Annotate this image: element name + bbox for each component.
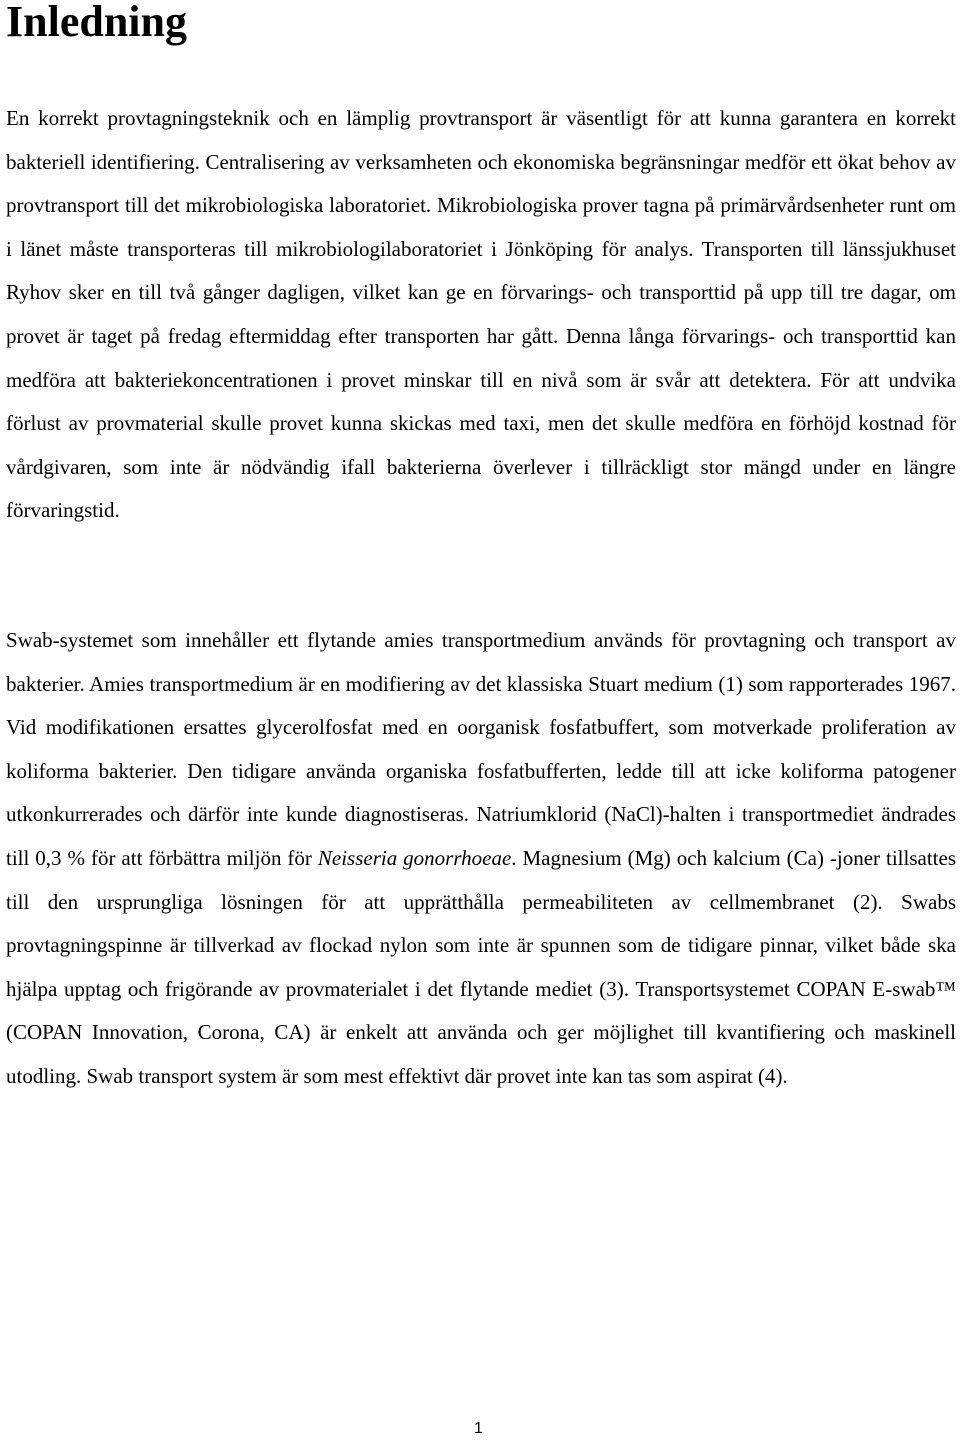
page-title: Inledning (6, 0, 187, 46)
paragraph-text-part1: Swab-systemet som innehåller ett flytande amies transportmedium används för provtagning och transport av bakterier. Amies transportmedium är en modifiering av det klassiska Stuart medium (1) som rapporterades 1967. Vid modifikationen ersattes glycerolfosfat med en oorganisk fosfatbuffert, som motverkade proliferation av koliforma bakterier. Den tidigare använda organiska fosfatbufferten, ledde till att icke koliforma patogener utkonkurrerades och därför inte kunde diagnostiseras. Natriumklorid (NaCl)-halten i transportmediet ändrades till 0,3 % för att förbättra miljön för (6, 628, 956, 870)
paragraph-swab-system (6, 619, 956, 1099)
species-name-italic: Neisseria gonorrhoeae (317, 845, 512, 870)
paragraph-text-part2: . Magnesium (Mg) och kalcium (Ca) -joner tillsattes till den ursprungliga lösningen för att upprätthålla permeabiliteten av cellmembranet (2). Swabs provtagningspinne är tillverkad av flockad nylon som inte är spunnen som de tidigare pinnar, vilket både ska hjälpa upptag och frigörande av provmaterialet i det flytande mediet (3). Transportsystemet COPAN E-swab™ (COPAN Innovation, Corona, CA) är enkelt att använda och ger möjlighet till kvantifiering och maskinell utodling. Swab transport system är som mest effektivt där provet inte kan tas som aspirat (4). (6, 845, 956, 1088)
page-number: 1 (474, 1420, 483, 1437)
paragraph-introduction: En korrekt provtagningsteknik och en lämplig provtransport är väsentligt för att kunna garantera en korrekt bakteriell identifiering. Centralisering av verksamheten och ekonomiska begränsningar medför ett ökat behov av provtransport till det mikrobiologiska laboratoriet. Mikrobiologiska prover tagna på primärvårdsenheter runt om i länet måste transporteras till mikrobiologilaboratoriet i Jönköping för analys. Transporten till länssjukhuset Ryhov sker en till två gånger dagligen, vilket kan ge en förvarings- och transporttid på upp till tre dagar, om provet är taget på fredag eftermiddag efter transporten har gått. Denna långa förvarings- och transporttid kan medföra att bakteriekoncentrationen i provet minskar till en nivå som är svår att detektera. För att undvika förlust av provmaterial skulle provet kunna skickas med taxi, men det skulle medföra en förhöjd kostnad för vårdgivaren, som inte är nödvändig ifall bakterierna överlever i tillräckligt stor mängd under en längre förvaringstid. (6, 106, 956, 523)
